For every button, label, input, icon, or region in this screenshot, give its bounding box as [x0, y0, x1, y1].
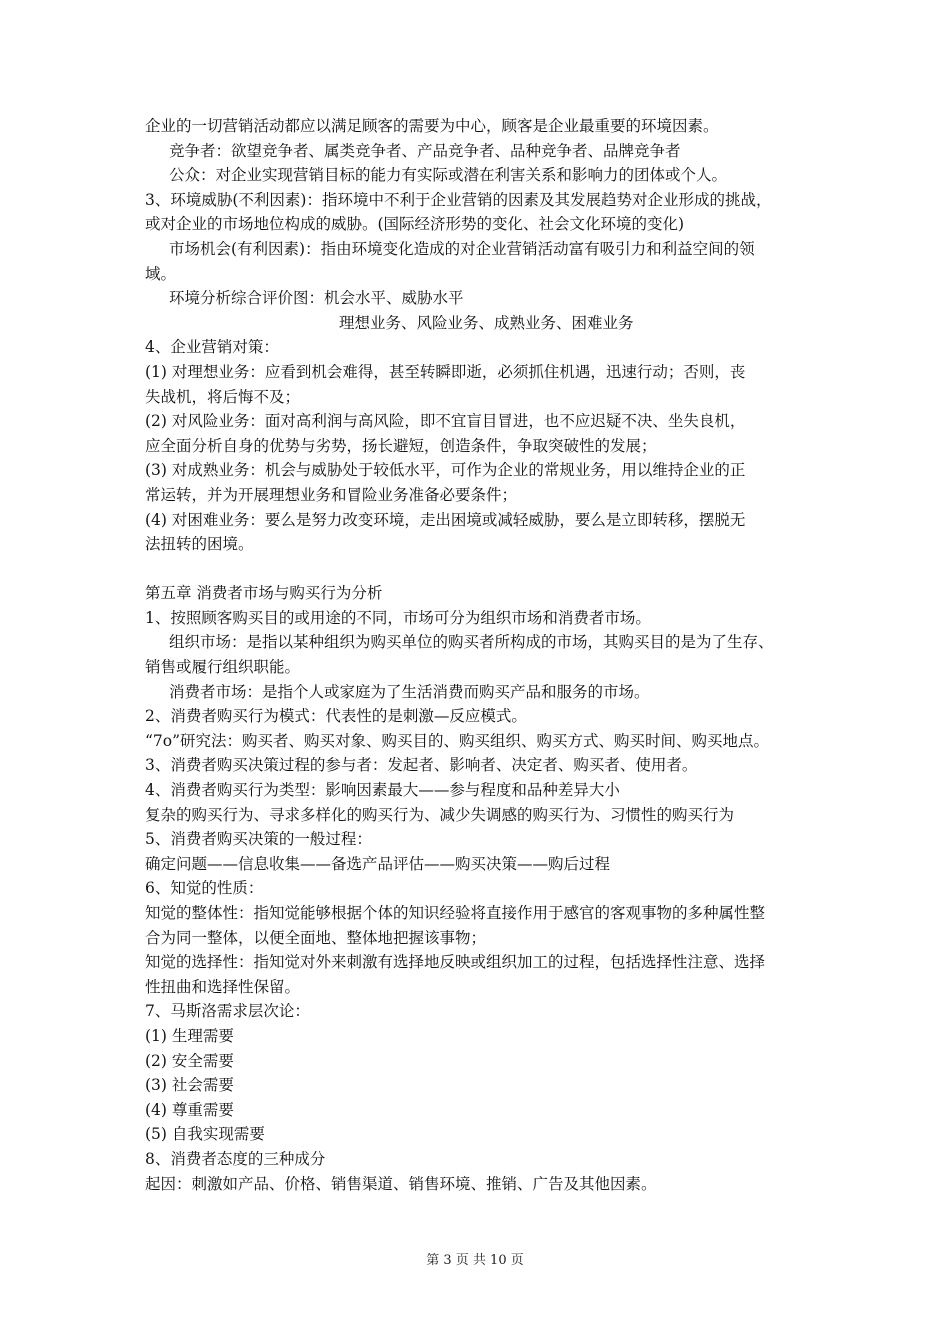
text-line: 复杂的购买行为、寻求多样化的购买行为、减少失调感的购买行为、习惯性的购买行为 — [145, 805, 735, 824]
text-line: 法扭转的困境。 — [145, 535, 254, 554]
list-item: (5) 自我实现需要 — [145, 1125, 265, 1144]
text-line: 7、马斯洛需求层次论： — [145, 1002, 310, 1021]
text-line: 竞争者：欲望竞争者、属类竞争者、产品竞争者、品种竞争者、品牌竞争者 — [169, 141, 681, 160]
text-line: 市场机会(有利因素)：指由环境变化造成的对企业营销活动富有吸引力和利益空间的领 — [169, 239, 755, 258]
text-line: 环境分析综合评价图：机会水平、威胁水平 — [169, 289, 464, 308]
text-line: 销售或履行组织职能。 — [145, 658, 301, 677]
text-line: 组织市场：是指以某种组织为购买单位的购买者所构成的市场，其购买目的是为了生存、 — [169, 633, 774, 652]
text-line: 性扭曲和选择性保留。 — [145, 977, 301, 996]
text-line: 常运转，并为开展理想业务和冒险业务准备必要条件； — [145, 485, 518, 504]
text-line: 应全面分析自身的优势与劣势，扬长避短，创造条件，争取突破性的发展； — [145, 436, 657, 455]
text-line: 理想业务、风险业务、成熟业务、困难业务 — [339, 313, 634, 332]
blank-line — [145, 557, 815, 582]
chapter-title: 第五章 消费者市场与购买行为分析 — [145, 584, 383, 603]
list-item: (3) 社会需要 — [145, 1076, 234, 1095]
text-line: 8、消费者态度的三种成分 — [145, 1149, 326, 1168]
text-line: 企业的一切营销活动都应以满足顾客的需要为中心，顾客是企业最重要的环境因素。 — [145, 117, 719, 135]
text-line: (1) 对理想业务：应看到机会难得，甚至转瞬即逝，必须抓住机遇，迅速行动；否则，丧 — [145, 362, 746, 381]
text-line: (4) 对困难业务：要么是努力改变环境，走出困境或减轻威胁，要么是立即转移，摆脱无 — [145, 510, 746, 529]
text-line: 合为同一整体，以便全面地、整体地把握该事物； — [145, 928, 487, 947]
page-footer: 第 3 页 共 10 页 — [426, 1253, 524, 1268]
text-line: 域。 — [145, 264, 177, 283]
text-line: 4、消费者购买行为类型：影响因素最大——参与程度和品种差异大小 — [145, 781, 620, 800]
text-line: 6、知觉的性质： — [145, 879, 264, 898]
section-heading: 4、企业营销对策： — [145, 338, 279, 357]
text-line: 公众：对企业实现营销目标的能力有实际或潜在利害关系和影响力的团体或个人。 — [169, 166, 728, 185]
text-line: “7o”研究法：购买者、购买对象、购买目的、购买组织、购买方式、购买时间、购买地点。 — [145, 731, 770, 750]
text-line: 5、消费者购买决策的一般过程： — [145, 830, 372, 849]
list-item: (4) 尊重需要 — [145, 1100, 234, 1119]
document-body — [145, 114, 815, 1196]
list-item: (1) 生理需要 — [145, 1026, 234, 1045]
text-line: (3) 对成熟业务：机会与威胁处于较低水平，可作为企业的常规业务，用以维持企业的正 — [145, 461, 746, 480]
text-line: 起因：刺激如产品、价格、销售渠道、销售环境、推销、广告及其他因素。 — [145, 1174, 657, 1193]
text-line: 或对企业的市场地位构成的威胁。(国际经济形势的变化、社会文化环境的变化) — [145, 215, 685, 234]
text-line: 知觉的整体性：指知觉能够根据个体的知识经验将直接作用于感官的客观事物的多种属性整 — [145, 904, 766, 922]
list-item: (2) 安全需要 — [145, 1051, 234, 1070]
text-line: 消费者市场：是指个人或家庭为了生活消费而购买产品和服务的市场。 — [169, 682, 650, 701]
text-line: 1、按照顾客购买目的或用途的不同，市场可分为组织市场和消费者市场。 — [145, 608, 651, 627]
text-line: 3、环境威胁(不利因素)：指环境中不利于企业营销的因素及其发展趋势对企业形成的挑战， — [145, 190, 772, 209]
text-line: 知觉的选择性：指知觉对外来刺激有选择地反映或组织加工的过程，包括选择性注意、选择 — [145, 953, 766, 972]
text-line: 3、消费者购买决策过程的参与者：发起者、影响者、决定者、购买者、使用者。 — [145, 756, 698, 775]
text-line: 确定问题——信息收集——备选产品评估——购买决策——购后过程 — [145, 854, 611, 873]
text-line: 2、消费者购买行为模式：代表性的是刺激—反应模式。 — [145, 707, 527, 726]
text-line: 失战机，将后悔不及； — [145, 387, 301, 406]
text-line: (2) 对风险业务：面对高利润与高风险，即不宜盲目冒进，也不应迟疑不决、坐失良机， — [145, 412, 746, 431]
